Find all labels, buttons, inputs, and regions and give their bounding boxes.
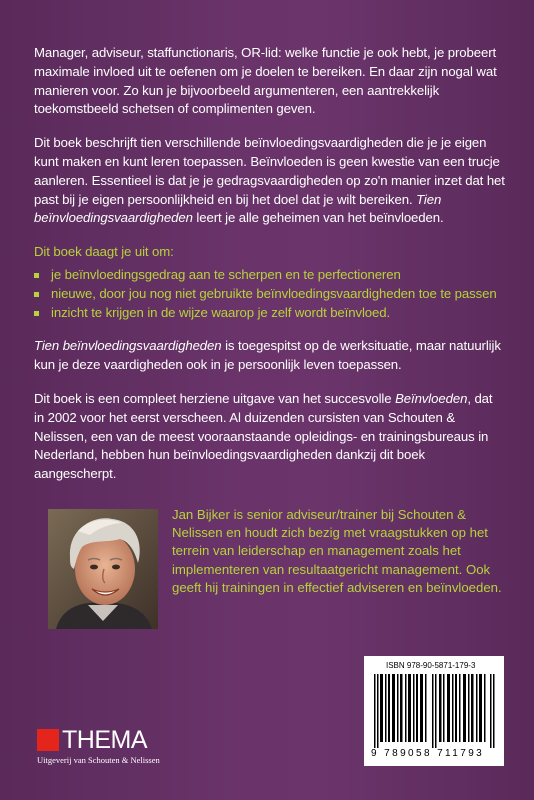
list-item: nieuwe, door jou nog niet gebruikte beïnvloedingsvaardigheden toe te passen bbox=[34, 285, 506, 304]
paragraph-edition-start: Dit boek is een compleet herziene uitgave van het succesvolle bbox=[34, 390, 392, 406]
barcode-icon bbox=[374, 674, 496, 748]
barcode-number: 9 789058 711793 bbox=[371, 748, 485, 759]
publisher-logo-square-icon bbox=[37, 729, 59, 751]
publisher-logo: THEMA bbox=[62, 726, 147, 754]
author-portrait-image bbox=[48, 509, 158, 629]
paragraph-focus bbox=[34, 337, 506, 375]
paragraph-edition bbox=[34, 390, 506, 484]
paragraph-description bbox=[34, 134, 506, 228]
paragraph-edition-end: , dat in 2002 voor het eerst verscheen. Al duizenden cursisten van Schouten & Nelissen, een van de meest vooraanstaande opleidings- en trainingsbureaus in Nederland, hebben hun beïnvloedingsvaardigheden dankzij dit boek aangescherpt. bbox=[34, 390, 493, 482]
challenge-intro: Dit boek daagt je uit om: bbox=[34, 244, 174, 260]
list-item: je beïnvloedingsgedrag aan te scherpen en te perfectioneren bbox=[34, 266, 506, 285]
author-photo bbox=[48, 509, 158, 629]
previous-title-italic: Beïnvloeden bbox=[395, 390, 468, 406]
isbn-number: ISBN 978-90-5871-179-3 bbox=[386, 661, 476, 670]
author-bio: Jan Bijker is senior adviseur/trainer bij Schouten & Nelissen en houdt zich bezig met vraagstukken op het terrein van leiderschap en management zoals het implementeren van resultaatgericht management. Ook geeft hij trainingen in effectief adviseren en beïnvloeden. bbox=[172, 507, 502, 595]
list-item: inzicht te krijgen in de wijze waarop je zelf wordt beïnvloed. bbox=[34, 304, 506, 323]
challenge-list bbox=[34, 266, 506, 322]
publisher-subtitle: Uitgeverij van Schouten & Nelissen bbox=[37, 755, 160, 765]
blurb bbox=[34, 44, 506, 499]
book-title-italic: Tien beïnvloedingsvaardigheden bbox=[34, 191, 442, 226]
paragraph-focus-text: is toegespitst op de werksituatie, maar natuurlijk kun je deze vaardigheden ook in je persoonlijk leven toepassen. bbox=[34, 338, 501, 373]
book-title-italic: Tien beïnvloedingsvaardigheden bbox=[34, 338, 222, 354]
paragraph-intro: Manager, adviseur, staffunctionaris, OR-lid: welke functie je ook hebt, je probeert maximale invloed uit te oefenen om je doelen te bereiken. En daar zijn nogal wat manieren voor. Zo kun je bijvoorbeeld argumenteren, een aantrekkelijk toekomstbeeld schetsen of complimenten geven. bbox=[34, 45, 497, 117]
paragraph-description-text: Dit boek beschrijft tien verschillende beïnvloedingsvaardigheden die je je eigen kunt maken en kunt leren toepassen. Beïnvloeden is geen kwestie van een trucje aanleren. Essentieel is dat je je gedragsvaardigheden op zo'n manier inzet dat het past bij je eigen persoonlijkheid en bij het doel dat je wilt bereiken. bbox=[34, 135, 505, 207]
barcode-label bbox=[364, 656, 504, 766]
paragraph-description-end: leert je alle geheimen van het beïnvloeden. bbox=[196, 210, 444, 226]
